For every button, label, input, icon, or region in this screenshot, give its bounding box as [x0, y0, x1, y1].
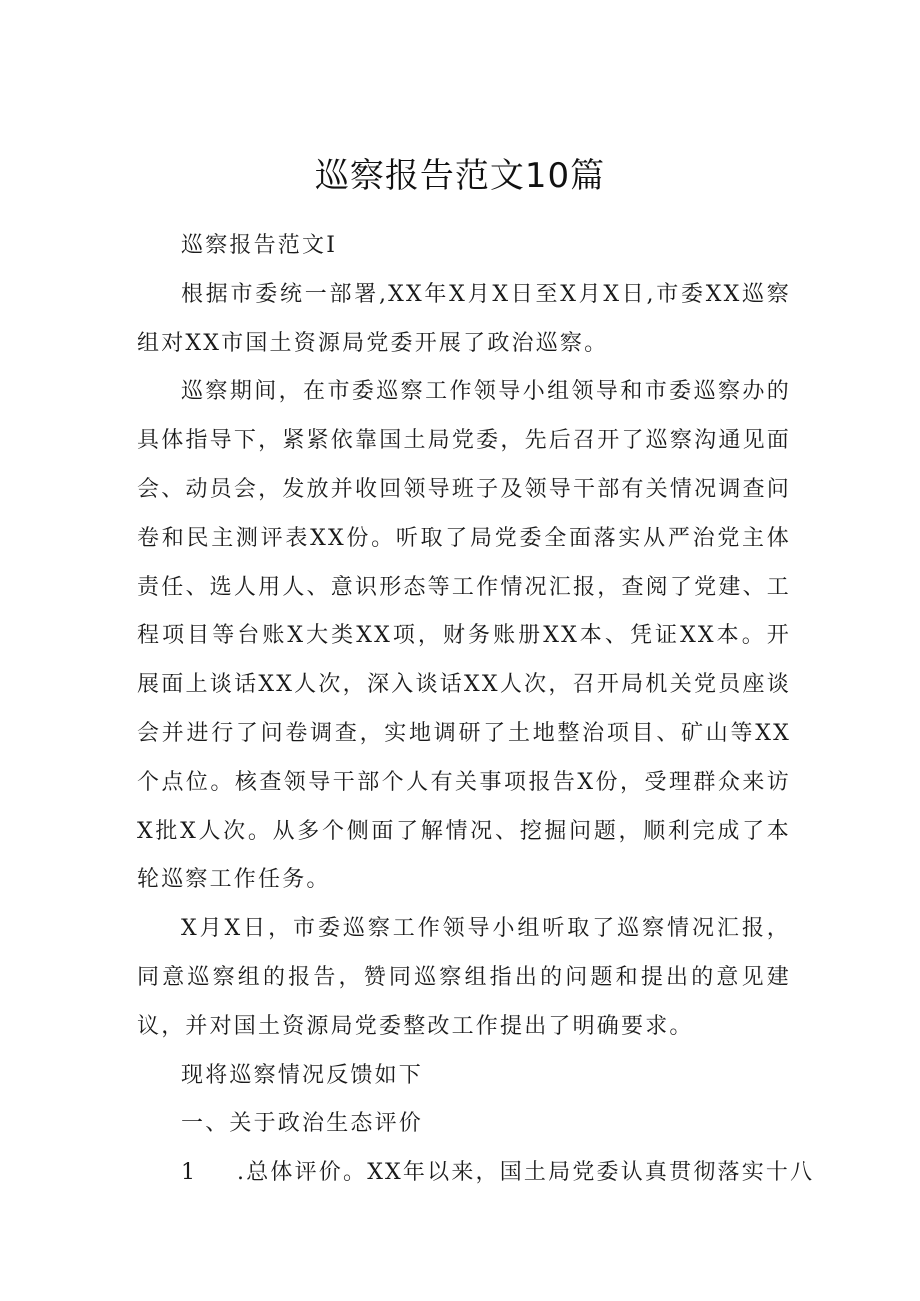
section-heading: 巡察报告范文I	[181, 233, 338, 258]
section-heading: 一、关于政治生态评价	[181, 1111, 424, 1137]
numbered-item	[137, 1149, 815, 1198]
page-title: 巡察报告范文10篇	[314, 156, 606, 196]
item-text: .总体评价。XX年以来，国土局党委认真贯彻落实十八	[237, 1160, 815, 1186]
document-body	[137, 222, 815, 1198]
paragraph: 根据市委统一部署,XX年X月X日至X月X日,市委XX巡察组对XX市国土资源局党委开展了政治巡察。	[137, 281, 791, 356]
item-number: 1	[181, 1160, 198, 1186]
paragraph: 巡察期间，在市委巡察工作领导小组领导和市委巡察办的具体指导下，紧紧依靠国土局党委，先后召开了巡察沟通见面会、动员会，发放并收回领导班子及领导干部有关情况调查问卷和民主测评表XX份。听取了局党委全面落实从严治党主体责任、选人用人、意识形态等工作情况汇报，查阅了党建、工程项目等台账X大类XX项，财务账册XX本、凭证XX本。开展面上谈话XX人次，深入谈话XX人次，召开局机关党员座谈会并进行了问卷调查，实地调研了土地整治项目、矿山等XX个点位。核查领导干部个人有关事项报告X份，受理群众来访X批X人次。从多个侧面了解情况、挖掘问题，顺利完成了本轮巡察工作任务。	[137, 379, 791, 893]
paragraph: X月X日，市委巡察工作领导小组听取了巡察情况汇报，同意巡察组的报告，赞同巡察组指出的问题和提出的意见建议，并对国土资源局党委整改工作提出了明确要求。	[137, 916, 791, 1039]
paragraph: 现将巡察情况反馈如下	[181, 1062, 424, 1088]
